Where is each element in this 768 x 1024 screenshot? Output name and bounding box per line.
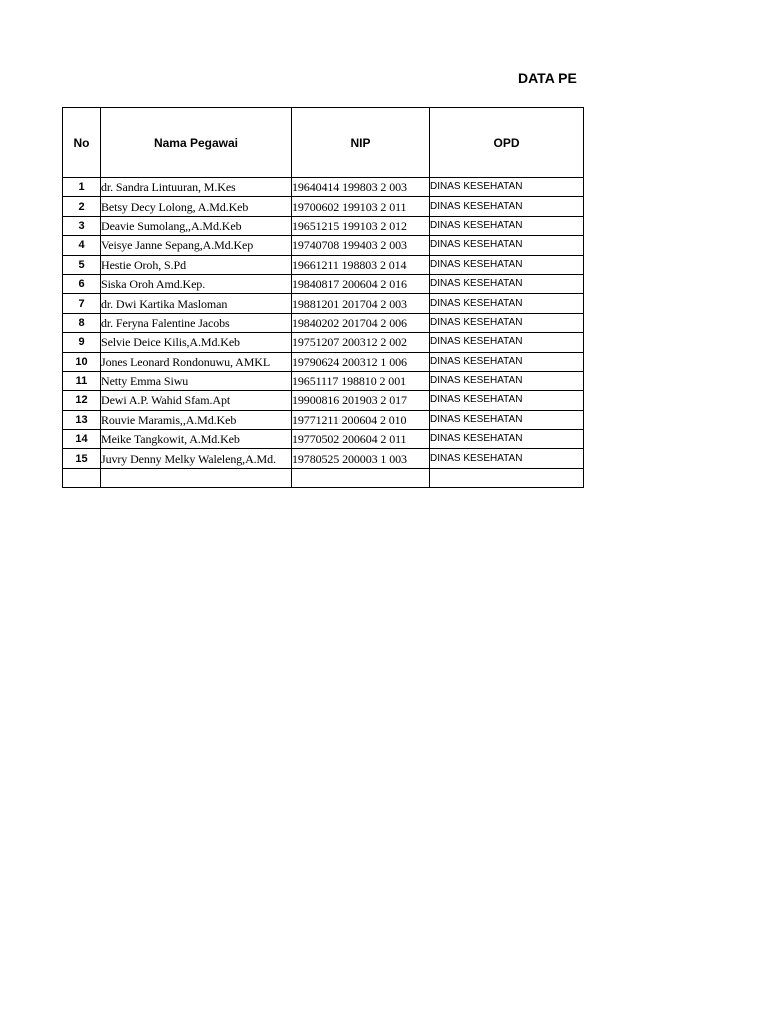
document-title: DATA PE — [518, 70, 577, 86]
cell-nip: 19661211 198803 2 014 — [292, 255, 430, 274]
cell-opd: DINAS KESEHATAN — [430, 255, 584, 274]
cell-name: dr. Dwi Kartika Masloman — [101, 294, 292, 313]
header-row — [63, 108, 584, 178]
table-row — [63, 449, 584, 468]
header-nip: NIP — [292, 108, 430, 178]
cell-name: Rouvie Maramis,,A.Md.Keb — [101, 410, 292, 429]
header-name: Nama Pegawai — [101, 108, 292, 178]
cell-no: 15 — [63, 449, 101, 468]
header-opd: OPD — [430, 108, 584, 178]
cell-name: Jones Leonard Rondonuwu, AMKL — [101, 352, 292, 371]
empty-cell — [430, 468, 584, 487]
cell-opd: DINAS KESEHATAN — [430, 410, 584, 429]
employee-table — [62, 107, 584, 488]
cell-nip: 19651215 199103 2 012 — [292, 216, 430, 235]
empty-cell — [63, 468, 101, 487]
table-row — [63, 371, 584, 390]
cell-nip: 19881201 201704 2 003 — [292, 294, 430, 313]
cell-name: Selvie Deice Kilis,A.Md.Keb — [101, 333, 292, 352]
table-row — [63, 216, 584, 235]
cell-no: 4 — [63, 236, 101, 255]
cell-nip: 19651117 198810 2 001 — [292, 371, 430, 390]
empty-row — [63, 468, 584, 487]
title-container — [0, 66, 583, 90]
table-row — [63, 274, 584, 293]
cell-no: 9 — [63, 333, 101, 352]
cell-name: Juvry Denny Melky Waleleng,A.Md. — [101, 449, 292, 468]
table-row — [63, 236, 584, 255]
table-row — [63, 352, 584, 371]
cell-no: 10 — [63, 352, 101, 371]
cell-nip: 19751207 200312 2 002 — [292, 333, 430, 352]
cell-nip: 19771211 200604 2 010 — [292, 410, 430, 429]
cell-no: 2 — [63, 197, 101, 216]
cell-name: dr. Feryna Falentine Jacobs — [101, 313, 292, 332]
cell-opd: DINAS KESEHATAN — [430, 197, 584, 216]
cell-name: Veisye Janne Sepang,A.Md.Kep — [101, 236, 292, 255]
empty-cell — [101, 468, 292, 487]
cell-no: 8 — [63, 313, 101, 332]
cell-opd: DINAS KESEHATAN — [430, 391, 584, 410]
cell-opd: DINAS KESEHATAN — [430, 430, 584, 449]
cell-name: Deavie Sumolang,,A.Md.Keb — [101, 216, 292, 235]
cell-nip: 19770502 200604 2 011 — [292, 430, 430, 449]
table-body — [63, 178, 584, 488]
cell-no: 12 — [63, 391, 101, 410]
cell-opd: DINAS KESEHATAN — [430, 236, 584, 255]
cell-nip: 19840817 200604 2 016 — [292, 274, 430, 293]
cell-nip: 19900816 201903 2 017 — [292, 391, 430, 410]
cell-name: Meike Tangkowit, A.Md.Keb — [101, 430, 292, 449]
cell-opd: DINAS KESEHATAN — [430, 371, 584, 390]
cell-opd: DINAS KESEHATAN — [430, 294, 584, 313]
cell-nip: 19790624 200312 1 006 — [292, 352, 430, 371]
cell-nip: 19840202 201704 2 006 — [292, 313, 430, 332]
cell-name: Betsy Decy Lolong, A.Md.Keb — [101, 197, 292, 216]
cell-name: Siska Oroh Amd.Kep. — [101, 274, 292, 293]
table-row — [63, 410, 584, 429]
cell-no: 3 — [63, 216, 101, 235]
table-row — [63, 391, 584, 410]
cell-opd: DINAS KESEHATAN — [430, 333, 584, 352]
cell-opd: DINAS KESEHATAN — [430, 449, 584, 468]
cell-no: 7 — [63, 294, 101, 313]
cell-opd: DINAS KESEHATAN — [430, 313, 584, 332]
cell-nip: 19740708 199403 2 003 — [292, 236, 430, 255]
cell-opd: DINAS KESEHATAN — [430, 178, 584, 197]
cell-nip: 19700602 199103 2 011 — [292, 197, 430, 216]
cell-name: Hestie Oroh, S.Pd — [101, 255, 292, 274]
cell-name: Dewi A.P. Wahid Sfam.Apt — [101, 391, 292, 410]
cell-no: 6 — [63, 274, 101, 293]
cell-nip: 19640414 199803 2 003 — [292, 178, 430, 197]
table-row — [63, 294, 584, 313]
cell-no: 13 — [63, 410, 101, 429]
cell-no: 5 — [63, 255, 101, 274]
table-row — [63, 313, 584, 332]
cell-opd: DINAS KESEHATAN — [430, 216, 584, 235]
table-row — [63, 430, 584, 449]
table-row — [63, 197, 584, 216]
cell-no: 14 — [63, 430, 101, 449]
cell-nip: 19780525 200003 1 003 — [292, 449, 430, 468]
cell-no: 11 — [63, 371, 101, 390]
table-row — [63, 333, 584, 352]
table-row — [63, 255, 584, 274]
header-no: No — [63, 108, 101, 178]
cell-opd: DINAS KESEHATAN — [430, 274, 584, 293]
cell-name: Netty Emma Siwu — [101, 371, 292, 390]
table-row — [63, 178, 584, 197]
cell-opd: DINAS KESEHATAN — [430, 352, 584, 371]
empty-cell — [292, 468, 430, 487]
cell-no: 1 — [63, 178, 101, 197]
cell-name: dr. Sandra Lintuuran, M.Kes — [101, 178, 292, 197]
